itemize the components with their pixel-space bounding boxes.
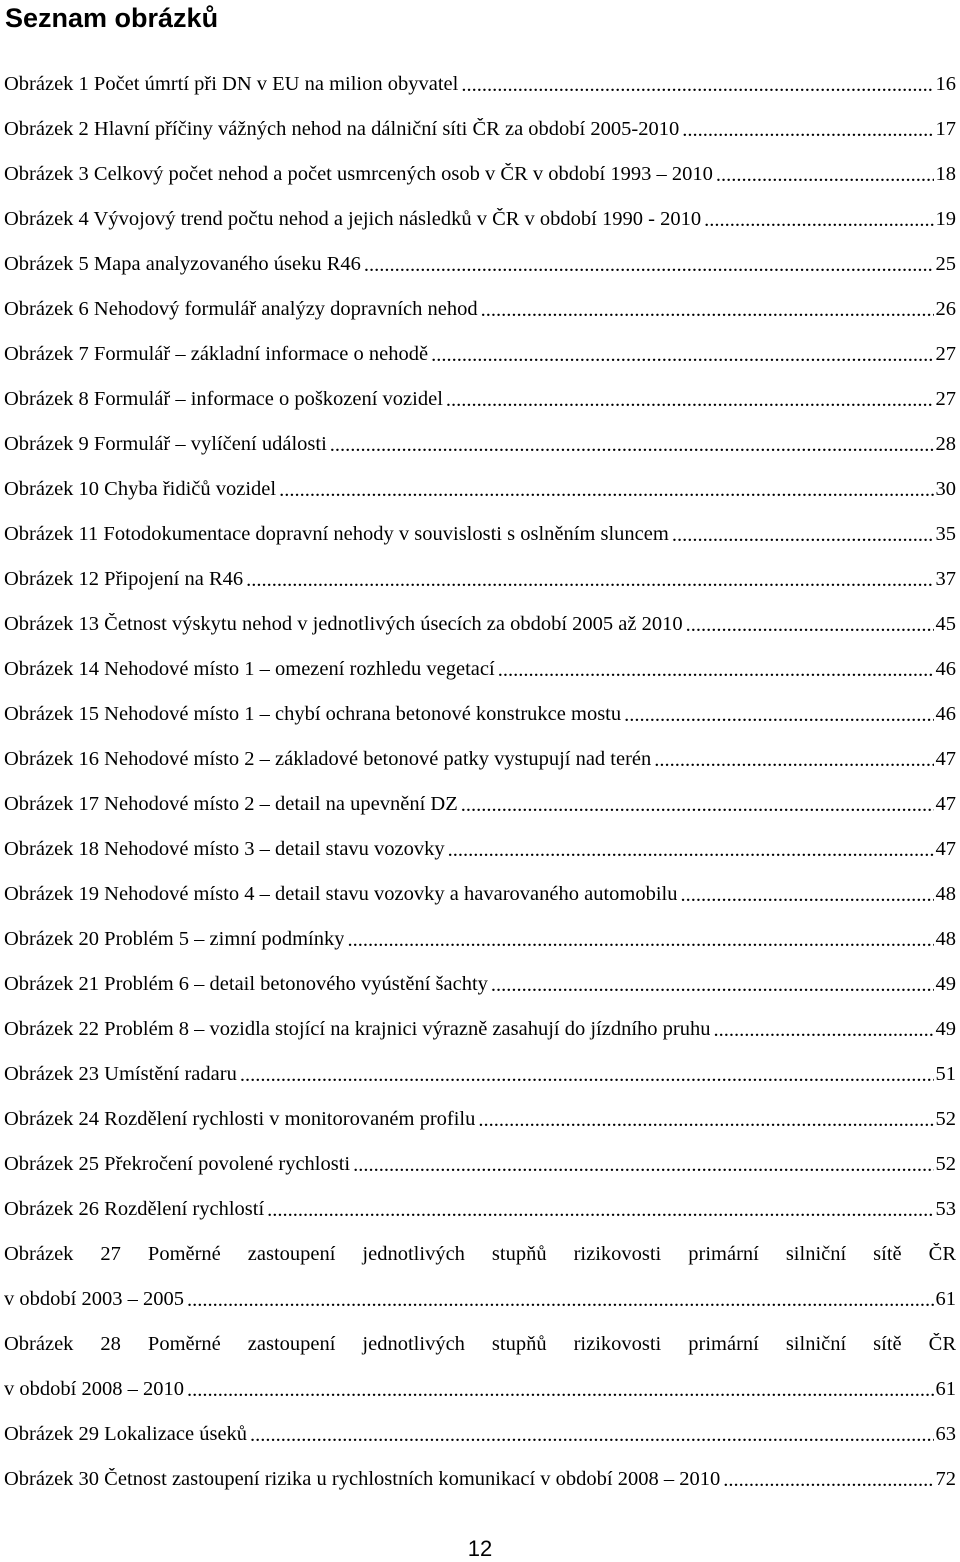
- toc-entry-label: Obrázek 9 Formulář – vylíčení události: [4, 433, 327, 455]
- toc-entry[interactable]: [4, 962, 956, 1007]
- toc-entry-label: Obrázek 10 Chyba řidičů vozidel: [4, 478, 277, 500]
- toc-entry[interactable]: [4, 1232, 956, 1277]
- toc-dot-leader: [478, 1109, 933, 1130]
- toc-entry-page: 45: [935, 613, 956, 635]
- toc-dot-leader: [716, 164, 934, 185]
- toc-entry-page: 27: [935, 388, 956, 410]
- toc-entry-label: Obrázek 5 Mapa analyzovaného úseku R46: [4, 253, 361, 275]
- toc-entry-label: Obrázek 1 Počet úmrtí při DN v EU na milion obyvatel: [4, 73, 459, 95]
- toc-entry-label: Obrázek 15 Nehodové místo 1 – chybí ochrana betonové konstrukce mostu: [4, 703, 622, 725]
- toc-dot-leader: [461, 794, 934, 815]
- toc-dot-leader: [713, 1019, 933, 1040]
- toc-entry-label: Obrázek 28 Poměrné zastoupení jednotlivých stupňů rizikovosti primární silniční sítě ČR: [4, 1333, 956, 1355]
- toc-entry[interactable]: [4, 692, 956, 737]
- toc-dot-leader: [461, 74, 933, 95]
- toc-dot-leader: [279, 479, 933, 500]
- toc-entry-continuation[interactable]: [4, 1367, 956, 1412]
- toc-dot-leader: [481, 299, 934, 320]
- toc-entry[interactable]: [4, 332, 956, 377]
- toc-entry-page: 53: [935, 1198, 956, 1220]
- toc-dot-leader: [723, 1469, 933, 1490]
- toc-dot-leader: [347, 929, 933, 950]
- toc-entry[interactable]: [4, 422, 956, 467]
- toc-entry-label: Obrázek 3 Celkový počet nehod a počet usmrcených osob v ČR v období 1993 – 2010: [4, 163, 713, 185]
- toc-entry-page: 37: [935, 568, 956, 590]
- toc-entry-page: 47: [935, 793, 956, 815]
- toc-entry-label: Obrázek 19 Nehodové místo 4 – detail stavu vozovky a havarovaného automobilu: [4, 883, 678, 905]
- toc-entry[interactable]: [4, 152, 956, 197]
- toc-dot-leader: [187, 1289, 934, 1310]
- toc-entry[interactable]: [4, 557, 956, 602]
- toc-dot-leader: [240, 1064, 934, 1085]
- toc-entry-label: Obrázek 14 Nehodové místo 1 – omezení rozhledu vegetací: [4, 658, 495, 680]
- toc-dot-leader: [704, 209, 933, 230]
- toc-entry-label: Obrázek 25 Překročení povolené rychlosti: [4, 1153, 351, 1175]
- toc-entry-label: Obrázek 2 Hlavní příčiny vážných nehod na dálniční síti ČR za období 2005-2010: [4, 118, 680, 140]
- toc-entry-label: Obrázek 20 Problém 5 – zimní podmínky: [4, 928, 345, 950]
- toc-entry-page: 16: [935, 73, 956, 95]
- toc-entry[interactable]: [4, 1322, 956, 1367]
- toc-entry-page: 28: [935, 433, 956, 455]
- toc-entry-label: Obrázek 24 Rozdělení rychlosti v monitorovaném profilu: [4, 1108, 476, 1130]
- toc-entry-page: 52: [935, 1153, 956, 1175]
- toc-entry[interactable]: [4, 107, 956, 152]
- toc-entry-page: 48: [935, 928, 956, 950]
- toc-entry-label: Obrázek 27 Poměrné zastoupení jednotlivých stupňů rizikovosti primární silniční sítě ČR: [4, 1243, 956, 1265]
- toc-entry-page: 61: [935, 1288, 956, 1310]
- toc-entry-label: Obrázek 16 Nehodové místo 2 – základové betonové patky vystupují nad terén: [4, 748, 652, 770]
- toc-dot-leader: [431, 344, 933, 365]
- toc-entry-label: Obrázek 4 Vývojový trend počtu nehod a jejich následků v ČR v období 1990 - 2010: [4, 208, 702, 230]
- page-number: 12: [467, 1536, 493, 1561]
- toc-entry-page: 51: [935, 1063, 956, 1085]
- toc-dot-leader: [686, 614, 934, 635]
- toc-entry[interactable]: [4, 917, 956, 962]
- toc-entry-label: Obrázek 13 Četnost výskytu nehod v jednotlivých úsecích za období 2005 až 2010: [4, 613, 683, 635]
- toc-entry[interactable]: [4, 782, 956, 827]
- toc-entry-page: 46: [935, 658, 956, 680]
- figure-list: [4, 62, 956, 1502]
- toc-entry-label: Obrázek 8 Formulář – informace o poškození vozidel: [4, 388, 443, 410]
- toc-entry[interactable]: [4, 242, 956, 287]
- toc-entry-page: 63: [935, 1423, 956, 1445]
- toc-entry-page: 35: [935, 523, 956, 545]
- toc-dot-leader: [330, 434, 934, 455]
- toc-dot-leader: [364, 254, 934, 275]
- toc-entry-label: Obrázek 26 Rozdělení rychlostí: [4, 1198, 265, 1220]
- toc-dot-leader: [448, 839, 934, 860]
- toc-dot-leader: [654, 749, 933, 770]
- page-title: Seznam obrázků: [5, 3, 219, 33]
- toc-entry[interactable]: [4, 287, 956, 332]
- toc-entry[interactable]: [4, 1097, 956, 1142]
- toc-entry-label: Obrázek 22 Problém 8 – vozidla stojící na krajnici výrazně zasahují do jízdního pruhu: [4, 1018, 711, 1040]
- toc-entry-label: Obrázek 30 Četnost zastoupení rizika u rychlostních komunikací v období 2008 – 2010: [4, 1468, 721, 1490]
- toc-entry-page: 72: [935, 1468, 956, 1490]
- toc-dot-leader: [682, 119, 933, 140]
- toc-dot-leader: [680, 884, 933, 905]
- toc-entry-label: Obrázek 6 Nehodový formulář analýzy dopravních nehod: [4, 298, 478, 320]
- toc-entry-page: 18: [935, 163, 956, 185]
- toc-entry-page: 27: [935, 343, 956, 365]
- toc-entry-label: Obrázek 18 Nehodové místo 3 – detail stavu vozovky: [4, 838, 445, 860]
- toc-entry-page: 61: [935, 1378, 956, 1400]
- toc-entry-page: 52: [935, 1108, 956, 1130]
- toc-entry[interactable]: [4, 827, 956, 872]
- toc-entry[interactable]: [4, 1412, 956, 1457]
- toc-dot-leader: [672, 524, 934, 545]
- toc-entry-label-continuation: v období 2008 – 2010: [4, 1378, 184, 1400]
- toc-dot-leader: [267, 1199, 933, 1220]
- toc-entry-page: 17: [935, 118, 956, 140]
- toc-entry[interactable]: [4, 467, 956, 512]
- toc-entry[interactable]: [4, 647, 956, 692]
- toc-entry-continuation[interactable]: [4, 1277, 956, 1322]
- toc-entry[interactable]: [4, 872, 956, 917]
- toc-dot-leader: [250, 1424, 933, 1445]
- toc-entry[interactable]: [4, 1052, 956, 1097]
- toc-entry-page: 49: [935, 973, 956, 995]
- toc-entry[interactable]: [4, 377, 956, 422]
- toc-entry[interactable]: [4, 512, 956, 557]
- toc-entry-page: 30: [935, 478, 956, 500]
- toc-entry-label-continuation: v období 2003 – 2005: [4, 1288, 184, 1310]
- toc-entry-label: Obrázek 11 Fotodokumentace dopravní nehody v souvislosti s oslněním sluncem: [4, 523, 669, 545]
- toc-dot-leader: [446, 389, 934, 410]
- toc-entry-label: Obrázek 21 Problém 6 – detail betonového vyústění šachty: [4, 973, 488, 995]
- toc-dot-leader: [491, 974, 934, 995]
- toc-dot-leader: [246, 569, 933, 590]
- toc-entry[interactable]: [4, 602, 956, 647]
- toc-entry-page: 47: [935, 838, 956, 860]
- toc-entry[interactable]: [4, 1457, 956, 1502]
- toc-dot-leader: [353, 1154, 933, 1175]
- toc-entry[interactable]: [4, 1142, 956, 1187]
- toc-dot-leader: [187, 1379, 934, 1400]
- toc-entry-label: Obrázek 23 Umístění radaru: [4, 1063, 237, 1085]
- toc-entry-page: 19: [935, 208, 956, 230]
- toc-entry-page: 47: [935, 748, 956, 770]
- toc-entry-label: Obrázek 29 Lokalizace úseků: [4, 1423, 248, 1445]
- toc-entry[interactable]: [4, 197, 956, 242]
- toc-entry-label: Obrázek 12 Připojení na R46: [4, 568, 244, 590]
- toc-entry-page: 46: [935, 703, 956, 725]
- toc-entry-page: 48: [935, 883, 956, 905]
- toc-entry[interactable]: [4, 1187, 956, 1232]
- toc-entry[interactable]: [4, 737, 956, 782]
- toc-entry[interactable]: [4, 1007, 956, 1052]
- toc-entry-page: 25: [935, 253, 956, 275]
- toc-entry-page: 49: [935, 1018, 956, 1040]
- toc-entry-label: Obrázek 7 Formulář – základní informace o nehodě: [4, 343, 429, 365]
- toc-entry-label: Obrázek 17 Nehodové místo 2 – detail na upevnění DZ: [4, 793, 458, 815]
- toc-entry[interactable]: [4, 62, 956, 107]
- toc-dot-leader: [624, 704, 933, 725]
- toc-dot-leader: [498, 659, 934, 680]
- toc-entry-page: 26: [935, 298, 956, 320]
